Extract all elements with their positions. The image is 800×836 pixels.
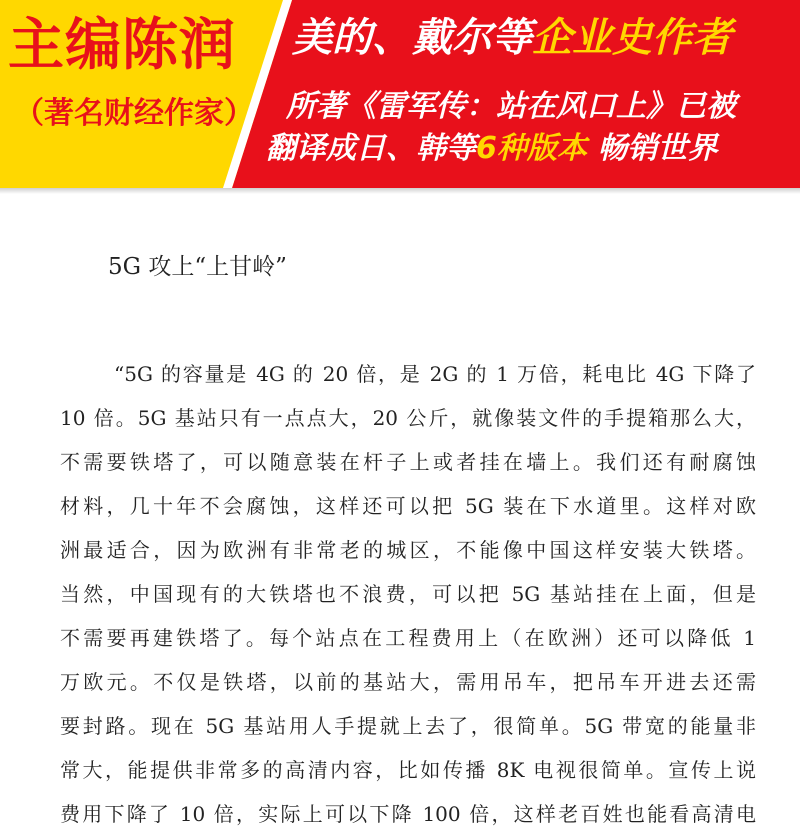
article-line: 不需要再建铁塔了。每个站点在工程费用上（在欧洲）还可以降低 1 [60, 626, 756, 650]
article-line: 洲最适合，因为欧洲有非常老的城区，不能像中国这样安装大铁塔。 [60, 538, 756, 562]
banner-headline [292, 14, 732, 62]
translation-suffix: 畅销世界 [586, 131, 718, 166]
article-line: “5G 的容量是 4G 的 20 倍，是 2G 的 1 万倍，耗电比 4G 下降了 [114, 362, 756, 386]
article-line: 费用下降了 10 倍，实际上可以下降 100 倍，这样老百姓也能看高清电 [60, 802, 756, 826]
article-line: 不需要铁塔了，可以随意装在杆子上或者挂在墙上。我们还有耐腐蚀 [60, 450, 756, 474]
article-line: 常大，能提供非常多的高清内容，比如传播 8K 电视很简单。宣传上说 [60, 758, 756, 782]
article-body [60, 352, 760, 836]
banner-shadow [0, 188, 800, 194]
banner-translation-line [266, 130, 717, 168]
article-line: 10 倍。5G 基站只有一点点大，20 公斤，就像装文件的手提箱那么大， [60, 406, 756, 430]
translation-highlight: 6种版本 [476, 131, 587, 166]
article-line: 万欧元。不仅是铁塔，以前的基站大，需用吊车，把吊车开进去还需 [60, 670, 756, 694]
article-line: 要封路。现在 5G 基站用人手提就上去了，很简单。5G 带宽的能量非 [60, 714, 756, 738]
article-line: 材料，几十年不会腐蚀，这样还可以把 5G 装在下水道里。这样对欧 [60, 494, 756, 518]
translation-prefix: 翻译成日、韩等 [266, 131, 476, 166]
editor-title: （著名财经作家） [14, 96, 254, 131]
article-line: 当然，中国现有的大铁塔也不浪费，可以把 5G 基站挂在上面，但是 [60, 582, 756, 606]
headline-highlight: 企业史作者 [532, 15, 732, 61]
header-banner [0, 0, 800, 188]
chapter-title: 5G 攻上“上甘岭” [108, 254, 287, 280]
headline-prefix: 美的、戴尔等 [292, 15, 532, 61]
editor-name: 主编陈润 [8, 12, 236, 78]
banner-book-line: 所著《雷军传：站在风口上》已被 [286, 89, 736, 124]
